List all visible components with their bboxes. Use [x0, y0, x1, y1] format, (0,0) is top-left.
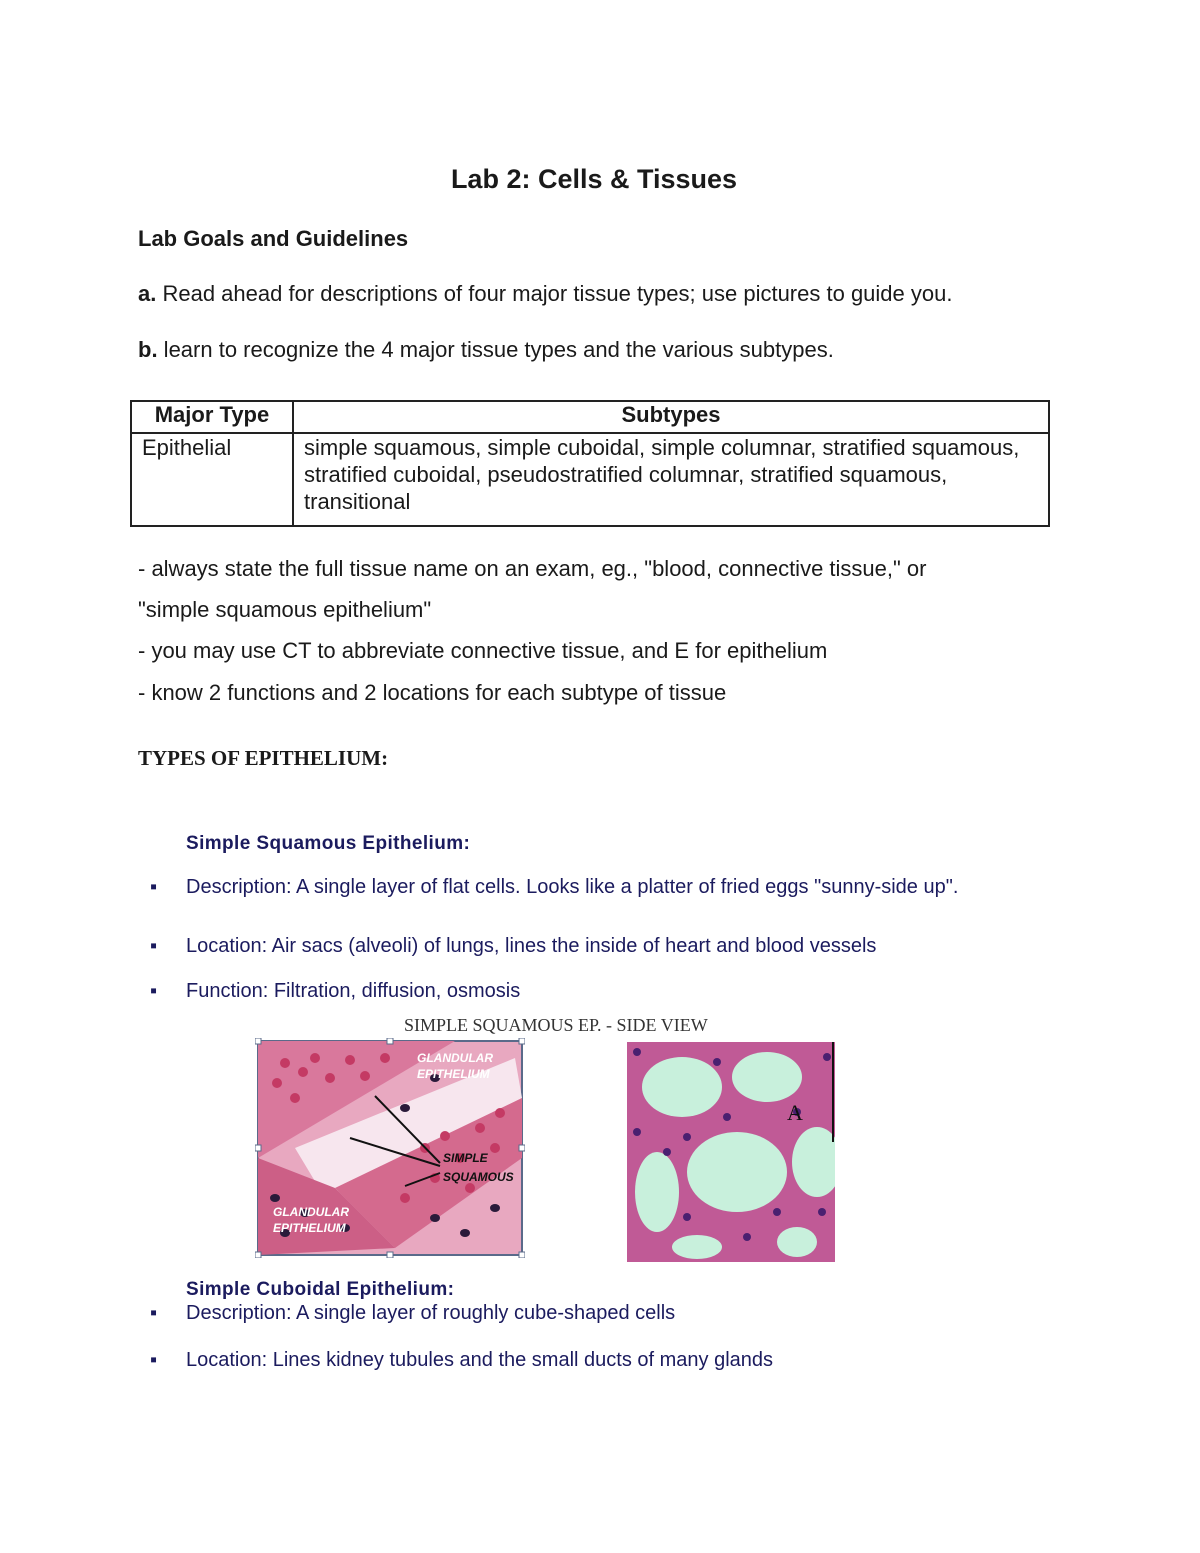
- bullet-text: Location: Air sacs (alveoli) of lungs, lines the inside of heart and blood vessels: [186, 935, 877, 957]
- note-line: - know 2 functions and 2 locations for each subtype of tissue: [138, 680, 727, 705]
- page-title: Lab 2: Cells & Tissues: [450, 164, 738, 194]
- figure-label: EPITHELIUM: [273, 1221, 346, 1235]
- bullet-text: Description: A single layer of flat cells. Looks like a platter of fried eggs "sunny-side up".: [186, 876, 959, 898]
- figure-caption: SIMPLE SQUAMOUS EP. - SIDE VIEW: [404, 1015, 708, 1035]
- table-row: [131, 433, 1049, 526]
- goal-item-b: [138, 337, 834, 363]
- section-heading: Simple Squamous Epithelium:: [186, 833, 471, 854]
- bullet-icon: ▪: [150, 876, 158, 898]
- table-header: Subtypes: [293, 401, 1049, 433]
- section-heading: Simple Cuboidal Epithelium:: [186, 1279, 455, 1300]
- goal-text: Read ahead for descriptions of four major tissue types; use pictures to guide you.: [156, 281, 953, 306]
- figure-label: SIMPLE: [443, 1151, 488, 1165]
- goal-marker: a.: [138, 281, 157, 306]
- bullet-icon: ▪: [150, 980, 158, 1002]
- table-cell-subtypes: simple squamous, simple cuboidal, simple columnar, stratified squamous, stratified cuboidal, pseudostratified columnar, stratified squamous, transitional: [293, 433, 1049, 526]
- bullet-icon: ▪: [150, 1349, 158, 1371]
- figure-label: SQUAMOUS: [443, 1170, 514, 1184]
- table-header: Major Type: [131, 401, 293, 433]
- goal-marker: b.: [138, 337, 158, 362]
- micrograph-left: [255, 1038, 525, 1258]
- figure-label: EPITHELIUM: [417, 1067, 490, 1081]
- figure-label: GLANDULAR: [273, 1205, 349, 1219]
- goals-heading: Lab Goals and Guidelines: [138, 226, 409, 251]
- bullet-text: Location: Lines kidney tubules and the small ducts of many glands: [186, 1349, 774, 1371]
- note-line: "simple squamous epithelium": [138, 597, 432, 622]
- note-line: - you may use CT to abbreviate connective tissue, and E for epithelium: [138, 638, 828, 663]
- table-header-row: [131, 401, 1049, 433]
- figure-label: GLANDULAR: [417, 1051, 493, 1065]
- tissue-table: [130, 400, 1050, 527]
- figure-label: A: [787, 1100, 803, 1125]
- goal-text: learn to recognize the 4 major tissue types and the various subtypes.: [157, 337, 834, 362]
- bullet-icon: ▪: [150, 1302, 158, 1324]
- micrograph-right: [627, 1042, 835, 1262]
- bullet-icon: ▪: [150, 935, 158, 957]
- note-line: - always state the full tissue name on an exam, eg., "blood, connective tissue," or: [138, 556, 927, 581]
- types-heading: TYPES OF EPITHELIUM:: [138, 746, 389, 770]
- goal-item-a: [138, 281, 952, 307]
- table-cell-type: Epithelial: [131, 433, 293, 526]
- bullet-text: Function: Filtration, diffusion, osmosis: [186, 980, 521, 1002]
- bullet-text: Description: A single layer of roughly cube-shaped cells: [186, 1302, 676, 1324]
